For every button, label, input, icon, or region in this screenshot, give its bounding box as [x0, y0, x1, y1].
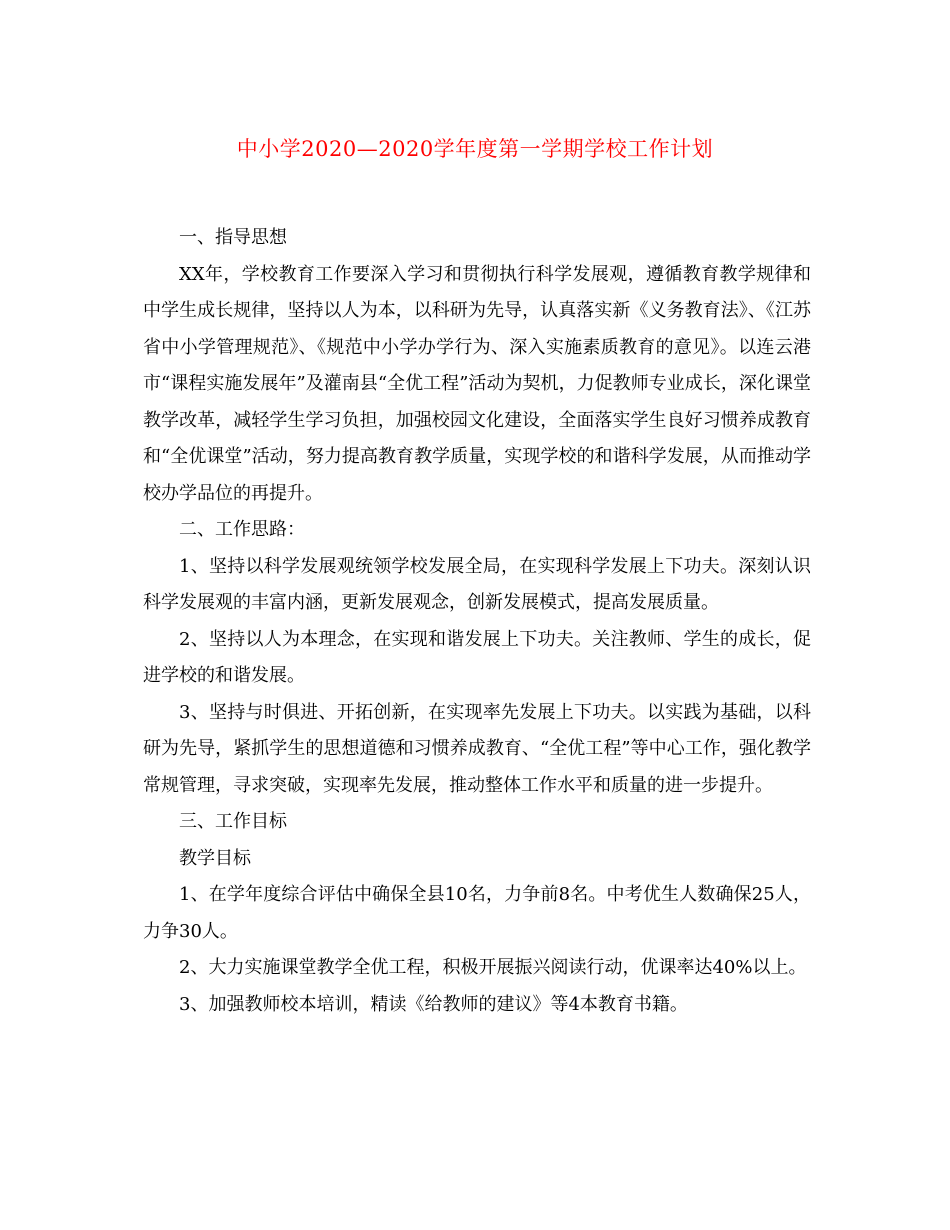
subheading-teaching-goals: 教学目标: [179, 847, 251, 869]
paragraph-goal-3: 3、加强教师校本培训，精读《给教师的建议》等4本教育书籍。: [179, 993, 688, 1015]
paragraph-idea-3: 3、坚持与时俱进、开拓创新，在实现率先发展上下功夫。以实践为基础，以科研为先导，紧抓学生的思想道德和习惯养成教育、“全优工程”等中心工作，强化教学常规管理，寻求突破，实现率先发展，推动整体工作水平和质量的进一步提升。: [143, 701, 811, 796]
heading-work-ideas: 二、工作思路：: [179, 519, 305, 540]
paragraph-goal-2: 2、大力实施课堂教学全优工程，积极开展振兴阅读行动，优课率达40%以上。: [179, 957, 807, 978]
paragraph-guiding-thought: XX年，学校教育工作要深入学习和贯彻执行科学发展观，遵循教育教学规律和中学生成长规律，坚持以人为本，以科研为先导，认真落实新《义务教育法》、《江苏省中小学管理规范》、《规范中小学办学行为、深入实施素质教育的意见》。以连云港市“课程实施发展年”及灌南县“全优工程”活动为契机，力促教师专业成长，深化课堂教学改革，减轻学生学习负担，加强校园文化建设，全面落实学生良好习惯养成教育和“全优课堂”活动，努力提高教育教学质量，实现学校的和谐科学发展，从而推动学校办学品位的再提升。: [143, 263, 811, 504]
paragraph-goal-1: 1、在学年度综合评估中确保全县10名，力争前8名。中考优生人数确保25人，力争30人。: [143, 884, 811, 942]
heading-guiding-thought: 一、指导思想: [179, 227, 287, 248]
document-body: [143, 220, 811, 1023]
paragraph-idea-1: 1、坚持以科学发展观统领学校发展全局，在实现科学发展上下功夫。深刻认识科学发展观的丰富内涵，更新发展观念，创新发展模式，提高发展质量。: [143, 555, 811, 613]
document-title: 中小学2020—2020学年度第一学期学校工作计划: [236, 137, 714, 161]
heading-work-goals: 三、工作目标: [179, 811, 287, 832]
paragraph-idea-2: 2、坚持以人为本理念，在实现和谐发展上下功夫。关注教师、学生的成长，促进学校的和谐发展。: [143, 628, 811, 686]
